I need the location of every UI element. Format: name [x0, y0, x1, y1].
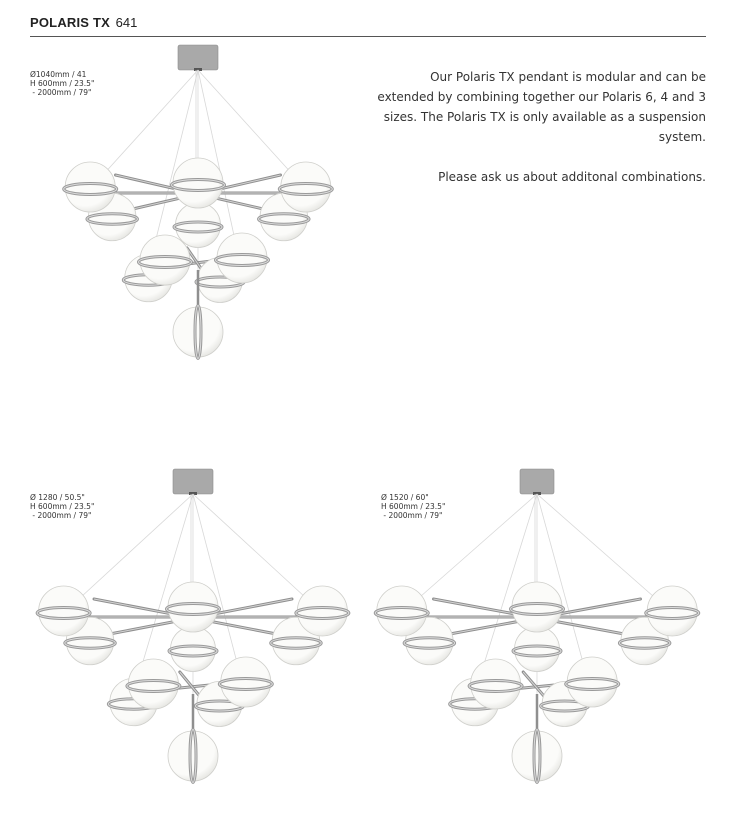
pendant-2-globe [169, 627, 217, 672]
variant-2-diameter: Ø 1280 / 50.5" [30, 493, 85, 502]
variant-1-diameter: Ø1040mm / 41 [30, 70, 87, 79]
pendant-1-globe [172, 158, 225, 208]
pendant-3-globe [511, 582, 564, 632]
description-paragraph-1: Our Polaris TX pendant is modular and can be extended by combining together our Polaris 6, 4 and 3 sizes. The Polaris TX is only available as a suspension system. [377, 70, 706, 144]
variant-3-height-line-2: - 2000mm / 79" [381, 511, 443, 520]
variant-3-height-line-1: H 600mm / 23.5" [381, 502, 446, 511]
product-number: 641 [115, 15, 138, 30]
pendant-2-canopy-plate [173, 469, 213, 495]
pendant-2-globe [167, 582, 220, 632]
variant-2-height-line-1: H 600mm / 23.5" [30, 502, 95, 511]
variant-1-height-line-1: H 600mm / 23.5" [30, 79, 95, 88]
pendant-2-bottom-globe [168, 730, 218, 783]
pendant-1-canopy-plate [178, 45, 218, 71]
pendant-3-canopy-plate [520, 469, 554, 495]
variant-2-height-line-2: - 2000mm / 79" [30, 511, 92, 520]
pendant-1-bottom-globe [173, 306, 223, 359]
variant-1-height-line-2: - 2000mm / 79" [30, 88, 92, 97]
product-name: POLARIS TX [30, 15, 111, 30]
description-paragraph-2: Please ask us about additonal combinations. [438, 170, 706, 184]
variant-3-diameter: Ø 1520 / 60" [381, 493, 429, 502]
pendant-3-bottom-globe [512, 730, 562, 783]
pendant-3-globe [513, 627, 561, 672]
